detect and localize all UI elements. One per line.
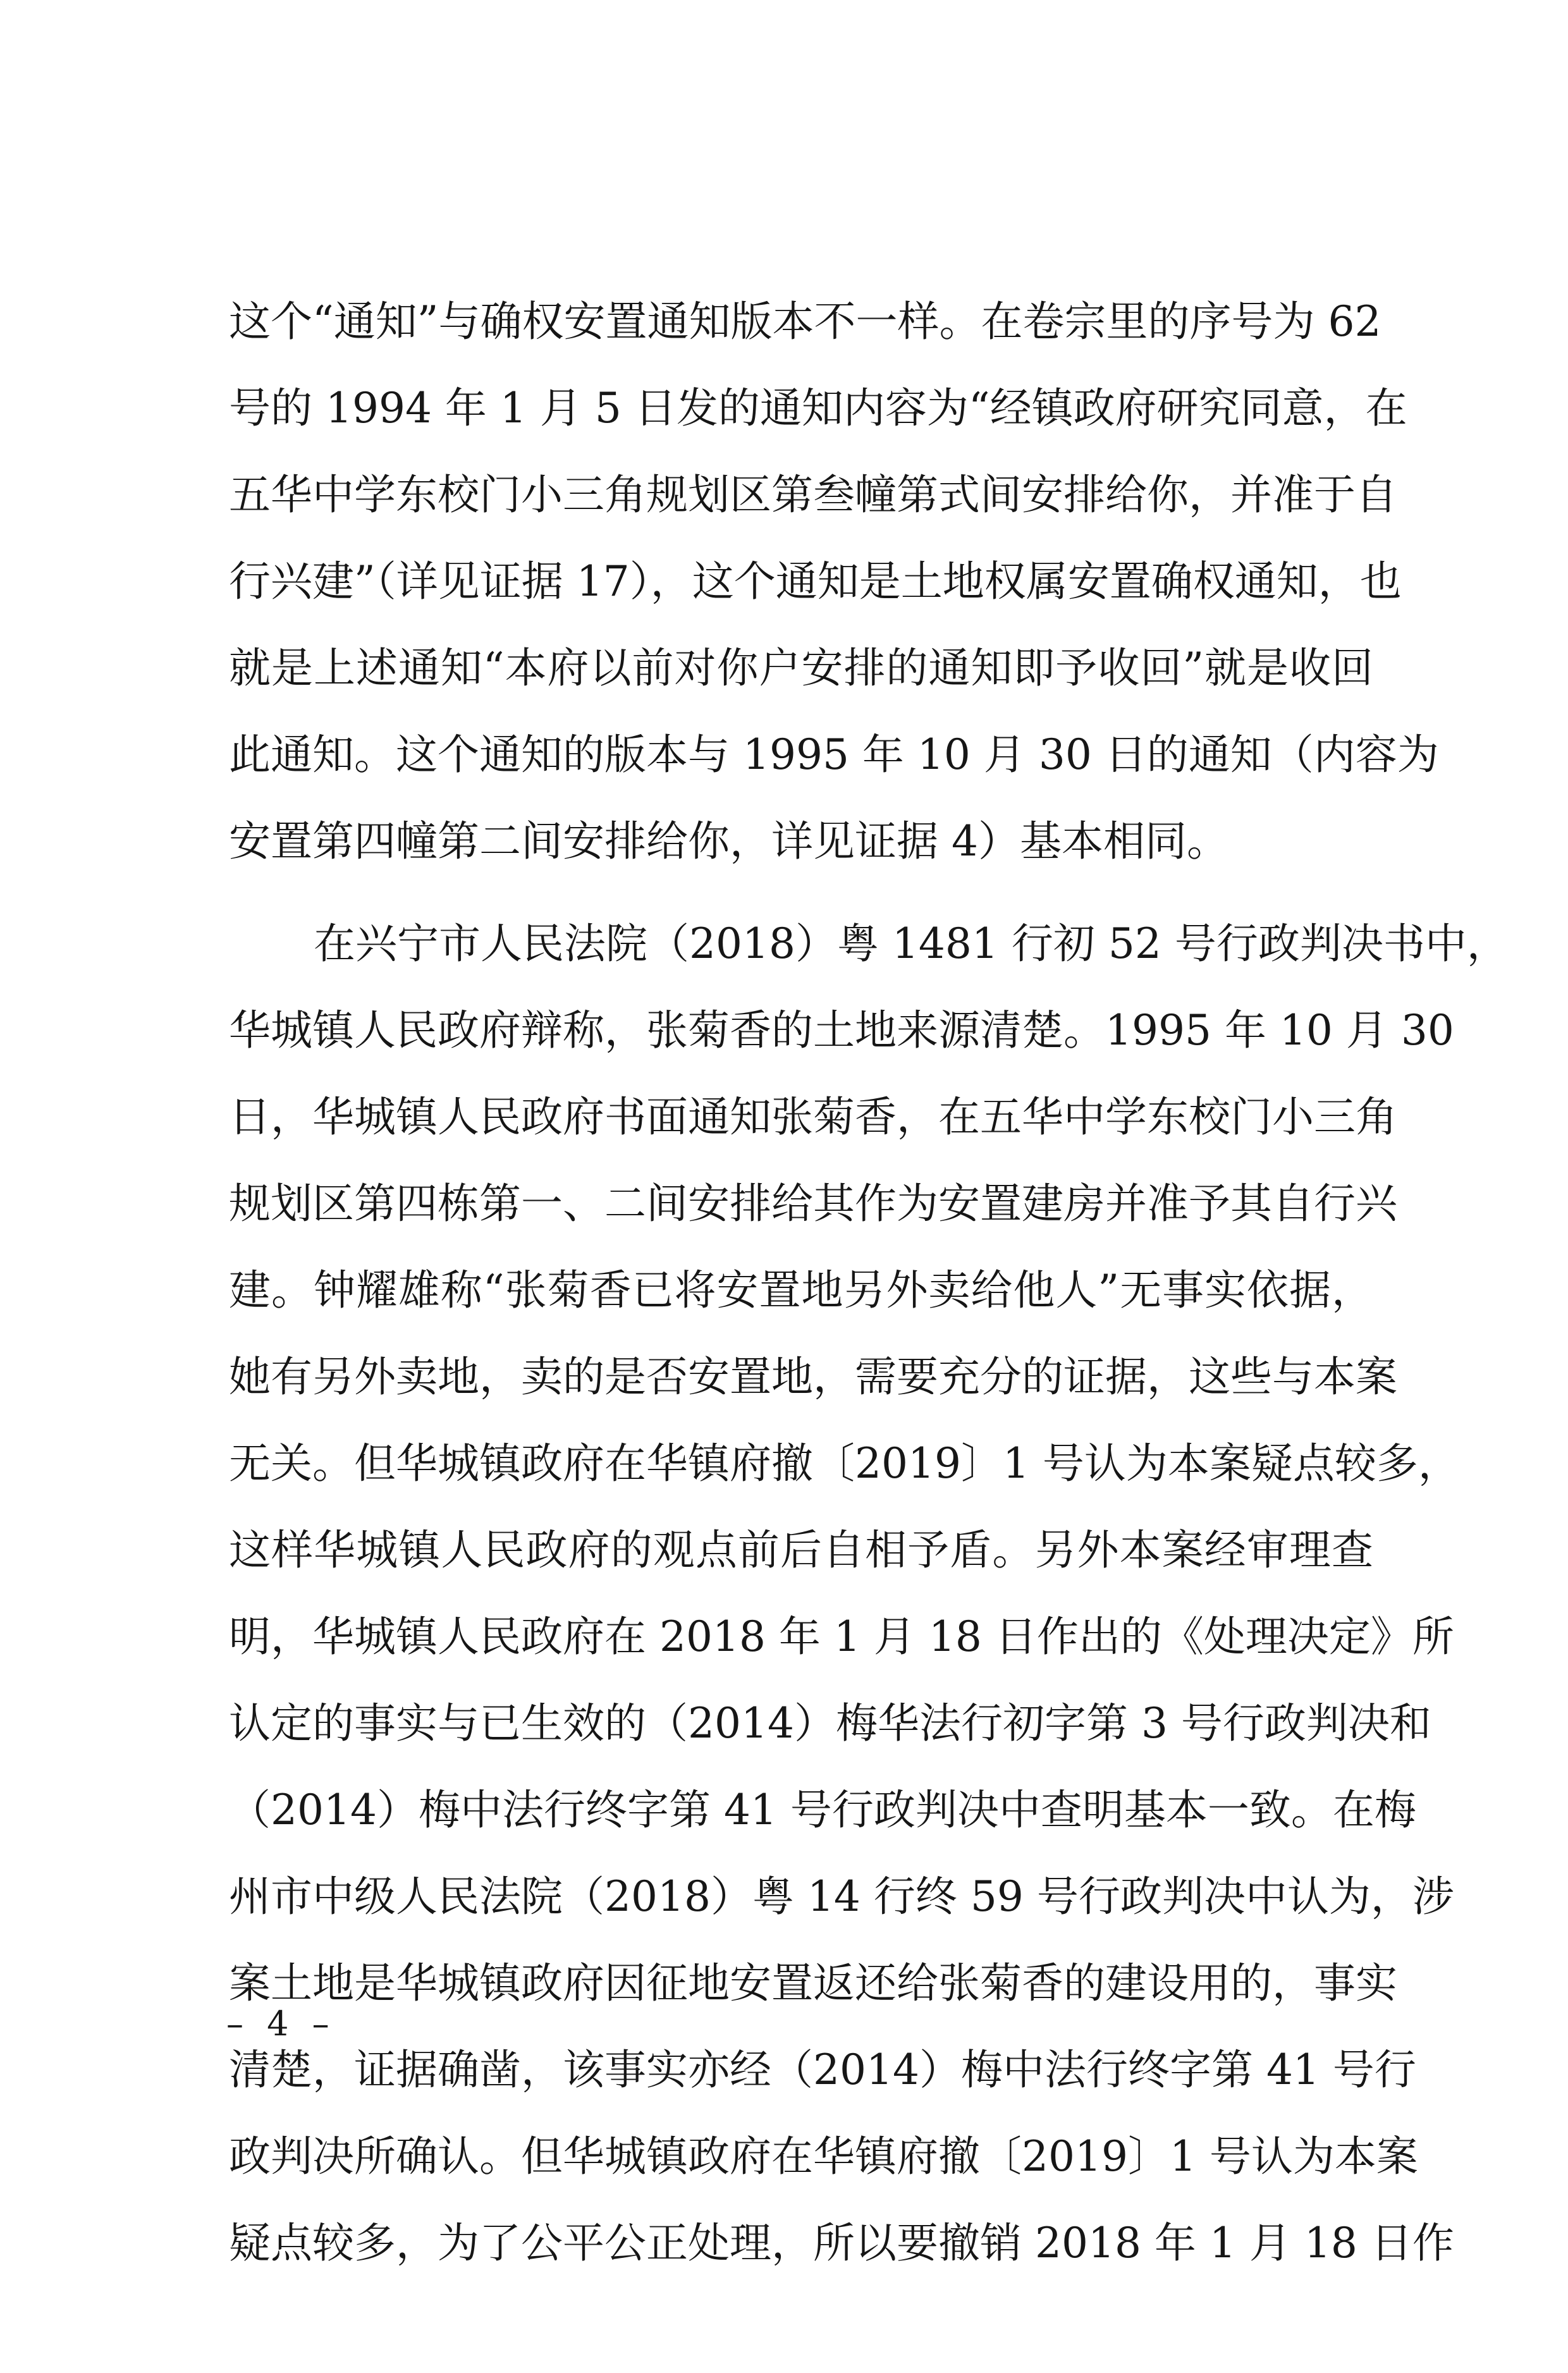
paragraph-2: [229, 900, 1509, 2373]
text-line: 五华中学东校门小三角规划区第叁幢第式间安排给你，并准于自: [229, 470, 1397, 519]
text-line: 政判决所确认。但华城镇政府在华镇府撤〔2019〕1 号认为本案: [229, 2132, 1418, 2181]
text-line: 无关。但华城镇政府在华镇府撤〔2019〕1 号认为本案疑点较多，: [229, 1439, 1460, 1488]
text-line: 她有另外卖地，卖的是否安置地，需要充分的证据，这些与本案: [229, 1352, 1397, 1401]
paragraph-gap: [229, 885, 1373, 900]
paragraph-1: [229, 278, 1439, 885]
text-line: [229, 2286, 1373, 2373]
text-line: 州市中级人民法院（2018）粤 14 行终 59 号行政判决中认为，涉: [229, 1872, 1454, 1921]
text-line: 此通知。这个通知的版本与 1995 年 10 月 30 日的通知（内容为: [229, 730, 1439, 779]
text-line: 号的 1994 年 1 月 5 日发的通知内容为“经镇政府研究同意，在: [229, 384, 1407, 432]
text-line: 明，华城镇人民政府在 2018 年 1 月 18 日作出的《处理决定》所: [229, 1612, 1454, 1661]
text-line: （2014）梅中法行终字第 41 号行政判决中查明基本一致。在梅: [229, 1786, 1416, 1834]
text-line: 疑点较多，为了公平公正处理，所以要撤销 2018 年 1 月 18 日作: [229, 2219, 1454, 2267]
text-line: 这个“通知”与确权安置通知版本不一样。在卷宗里的序号为 62: [229, 297, 1381, 346]
text-line: 华城镇人民政府辩称，张菊香的土地来源清楚。1995 年 10 月 30: [229, 1006, 1454, 1055]
text-line: 安置第四幢第二间安排给你，详见证据 4）基本相同。: [229, 817, 1228, 866]
text-line: 建。钟耀雄称“张菊香已将安置地另外卖给他人”无事实依据，: [229, 1266, 1373, 1315]
body-text: [229, 278, 1509, 2373]
text-line: 规划区第四栋第一、二间安排给其作为安置建房并准予其自行兴: [229, 1179, 1397, 1228]
text-line: 就是上述通知“本府以前对你户安排的通知即予收回”就是收回: [229, 644, 1373, 692]
text-line: 日，华城镇人民政府书面通知张菊香，在五华中学东校门小三角: [229, 1093, 1397, 1141]
text-line: 案土地是华城镇政府因征地安置返还给张菊香的建设用的，事实: [229, 1959, 1397, 2008]
page-number: – 4 –: [226, 2004, 336, 2044]
text-line: 这样华城镇人民政府的观点前后自相予盾。另外本案经审理查: [229, 1526, 1373, 1574]
text-line: 在兴宁市人民法院（2018）粤 1481 行初 52 号行政判决书中，: [314, 919, 1509, 968]
text-line: 清楚，证据确凿，该事实亦经（2014）梅中法行终字第 41 号行: [229, 2045, 1416, 2094]
text-line: 行兴建”（详见证据 17），这个通知是土地权属安置确权通知，也: [229, 557, 1402, 606]
text-line: 认定的事实与已生效的（2014）梅华法行初字第 3 号行政判决和: [229, 1699, 1431, 1748]
